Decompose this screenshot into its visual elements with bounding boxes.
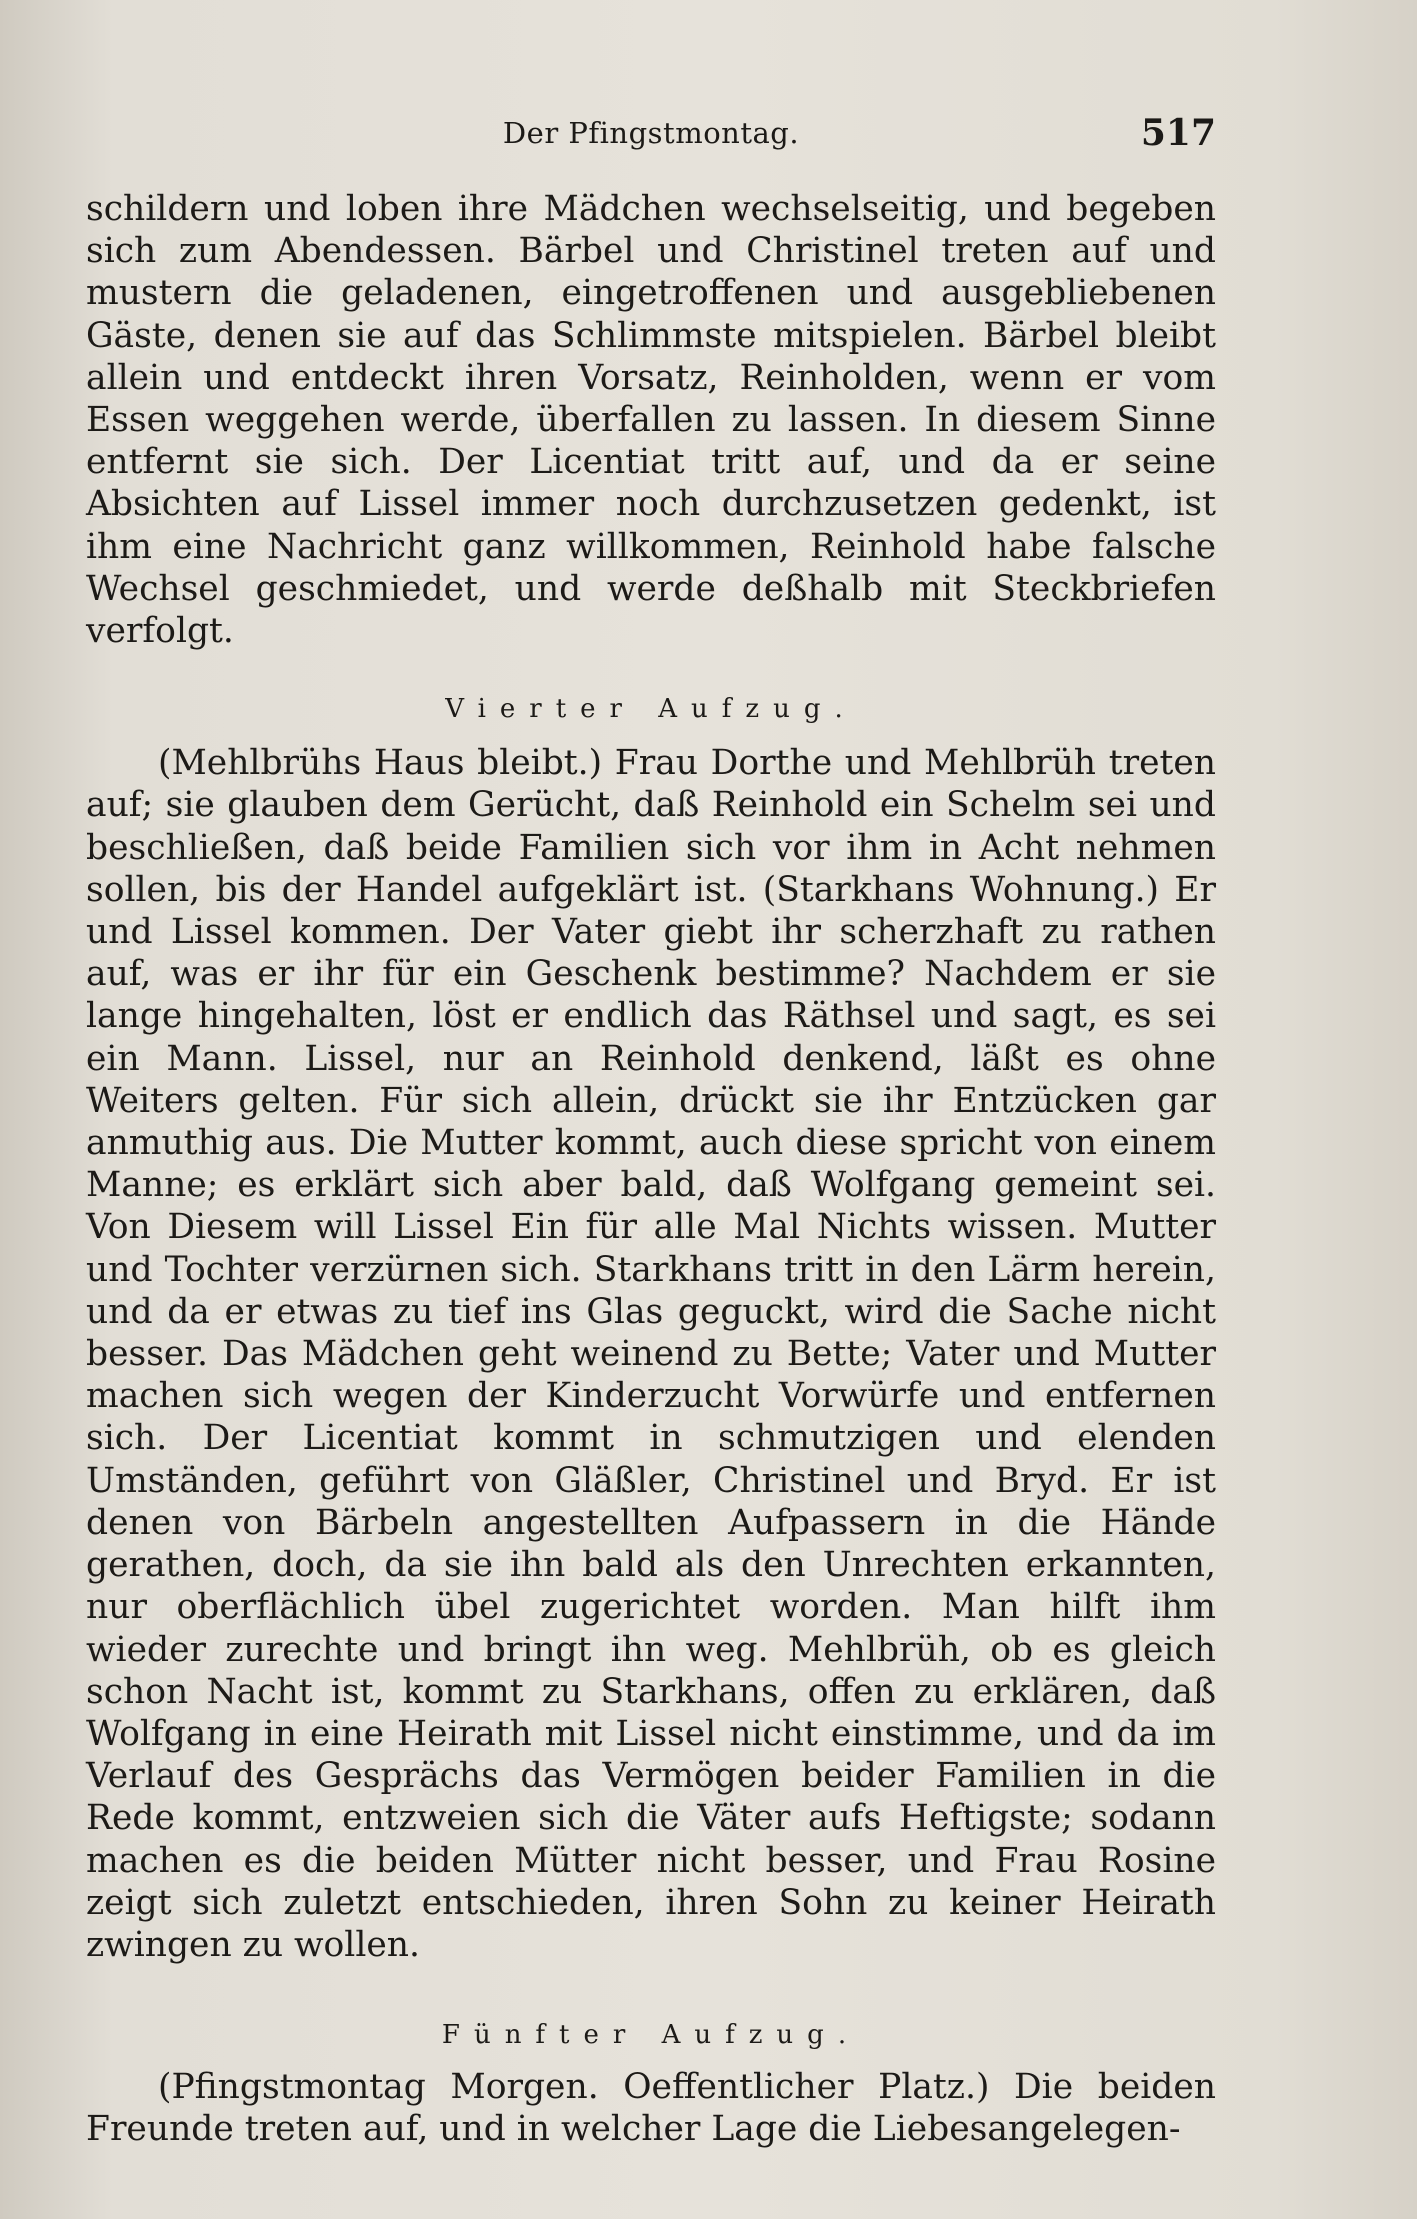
page-header — [86, 108, 1216, 158]
paragraph-act-five: (Pfingstmontag Morgen. Oeffentlicher Platz.) Die beiden Freunde treten auf, und in welcher Lage die Liebesangelegen- — [86, 2067, 1216, 2150]
page-number: 517 — [1140, 112, 1216, 154]
act-four-heading: Vierter Aufzug. — [445, 694, 857, 725]
body-text — [86, 188, 1216, 2151]
running-title: Der Pfingstmontag. — [502, 116, 800, 150]
paragraph-continuation: schildern und loben ihre Mädchen wechselseitig, und begeben sich zum Abendessen. Bärbel und Christinel treten auf und mustern die geladenen, eingetroffenen und ausgebliebenen Gäste, denen sie auf das Schlimmste mitspielen. Bärbel bleibt allein und entdeckt ihren Vorsatz, Reinholden, wenn er vom Essen weggehen werde, überfallen zu lassen. In diesem Sinne entfernt sie sich. Der Licentiat tritt auf, und da er seine Absichten auf Lissel immer noch durchzusetzen gedenkt, ist ihm eine Nachricht ganz willkommen, Reinhold habe falsche Wechsel geschmiedet, und werde deßhalb mit Steckbriefen verfolgt. — [86, 189, 1216, 652]
paragraph-act-four: (Mehlbrühs Haus bleibt.) Frau Dorthe und Mehlbrüh treten auf; sie glauben dem Gerücht, daß Reinhold ein Schelm sei und beschließen, daß beide Familien sich vor ihm in Acht nehmen sollen, bis der Handel aufgeklärt ist. (Starkhans Wohnung.) Er und Lissel kommen. Der Vater giebt ihr scherzhaft zu rathen auf, was er ihr für ein Geschenk bestimme? Nachdem er sie lange hingehalten, löst er endlich das Räthsel und sagt, es sei ein Mann. Lissel, nur an Reinhold denkend, läßt es ohne Weiters gelten. Für sich allein, drückt sie ihr Entzücken gar anmuthig aus. Die Mutter kommt, auch diese spricht von einem Manne; es erklärt sich aber bald, daß Wolfgang gemeint sei. Von Diesem will Lissel Ein für alle Mal Nichts wissen. Mutter und Tochter verzürnen sich. Starkhans tritt in den Lärm herein, und da er etwas zu tief ins Glas geguckt, wird die Sache nicht besser. Das Mädchen geht weinend zu Bette; Vater und Mutter machen sich wegen der Kinderzucht Vorwürfe und entfernen sich. Der Licentiat kommt in schmutzigen und elenden Umständen, geführt von Gläßler, Christinel und Bryd. Er ist denen von Bärbeln angestellten Aufpassern in die Hände gerathen, doch, da sie ihn bald als den Unrechten erkannten, nur oberflächlich übel zugerichtet worden. Man hilft ihm wieder zurechte und bringt ihn weg. Mehlbrüh, ob es gleich schon Nacht ist, kommt zu Starkhans, offen zu erklären, daß Wolfgang in eine Heirath mit Lissel nicht einstimme, und da im Verlauf des Gesprächs das Vermögen beider Familien in die Rede kommt, entzweien sich die Väter aufs Heftigste; sodann machen es die beiden Mütter nicht besser, und Frau Rosine zeigt sich zuletzt entschieden, ihren Sohn zu keiner Heirath zwingen zu wollen. — [86, 743, 1216, 1965]
act-five-heading: Fünfter Aufzug. — [441, 2020, 861, 2051]
